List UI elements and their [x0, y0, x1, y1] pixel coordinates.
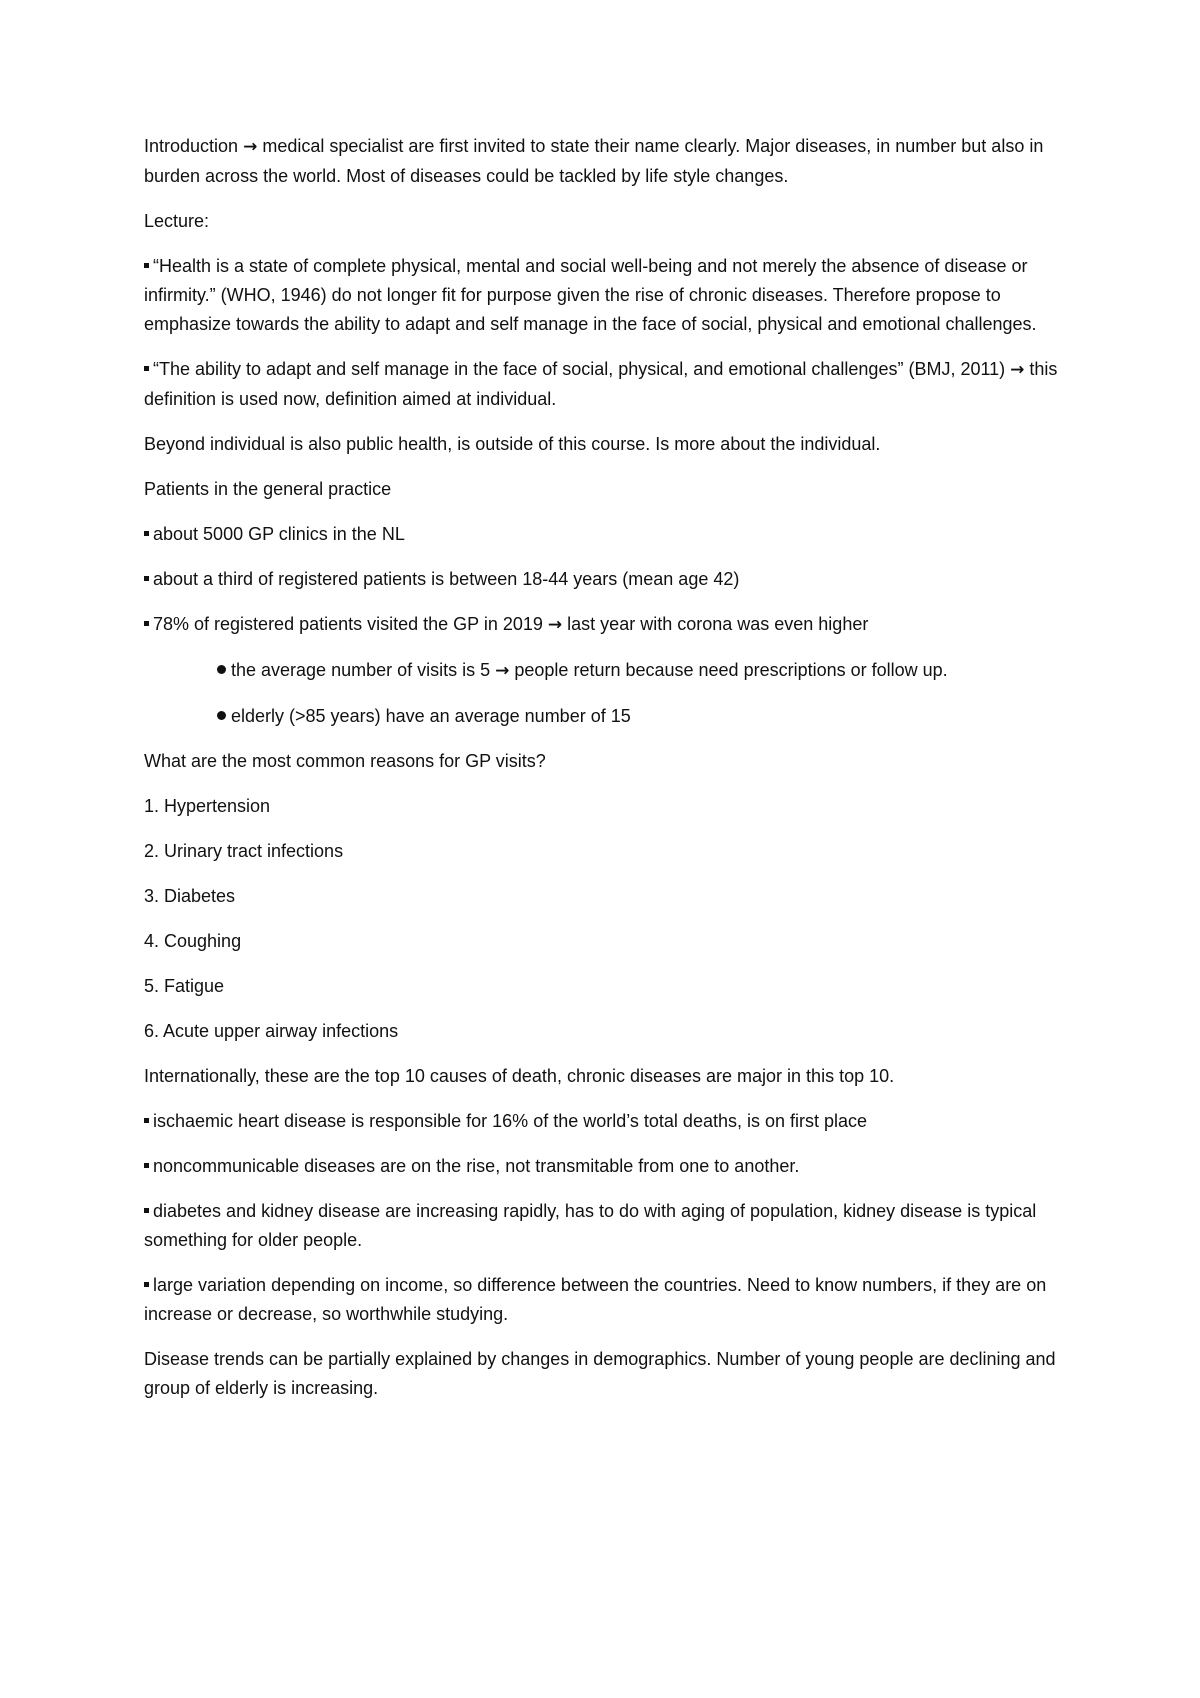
arrow-right-icon: → — [1010, 360, 1025, 380]
reason-item: 6. Acute upper airway infections — [144, 1021, 399, 1041]
sub-elderly-text: elderly (>85 years) have an average number of 15 — [231, 706, 631, 726]
patients-clinics-text: about 5000 GP clinics in the NL — [153, 524, 405, 544]
cause-text: noncommunicable diseases are on the rise, not transmitable from one to another. — [153, 1156, 800, 1176]
definition-who — [144, 252, 1064, 339]
round-bullet-icon — [217, 665, 226, 674]
cause-item — [144, 1152, 1064, 1181]
patients-heading: Patients in the general practice — [144, 479, 392, 499]
cause-text: large variation depending on income, so difference between the countries. Need to know numbers, if they are on increase or decrease, so worthwhile studying. — [144, 1275, 1047, 1324]
patients-visited-note: last year with corona was even higher — [562, 614, 869, 634]
square-bullet-icon — [144, 1282, 149, 1287]
definition-bmj — [144, 355, 1064, 414]
square-bullet-icon — [144, 366, 149, 371]
reason-item: 5. Fatigue — [144, 976, 225, 996]
sub-average-note: people return because need prescriptions or follow up. — [509, 660, 948, 680]
cause-text: diabetes and kidney disease are increasing rapidly, has to do with aging of population, kidney disease is typical something for older people. — [144, 1201, 1037, 1250]
cause-item — [144, 1271, 1064, 1329]
cause-text: ischaemic heart disease is responsible for 16% of the world’s total deaths, is on first place — [153, 1111, 868, 1131]
patients-clinics — [144, 520, 1064, 549]
intro-paragraph — [144, 132, 1064, 191]
international-paragraph: Internationally, these are the top 10 causes of death, chronic diseases are major in this top 10. — [144, 1066, 895, 1086]
patients-visited-text: 78% of registered patients visited the GP in 2019 — [153, 614, 548, 634]
sub-average-visits — [144, 656, 1064, 686]
patients-third-text: about a third of registered patients is between 18-44 years (mean age 42) — [153, 569, 740, 589]
reason-item: 2. Urinary tract infections — [144, 841, 344, 861]
intro-text: medical specialist are first invited to state their name clearly. Major diseases, in number but also in burden across the world. Most of diseases could be tackled by life style changes. — [144, 136, 1044, 186]
sub-elderly-visits — [144, 702, 1064, 731]
definition-bmj-note: this definition is used now, definition aimed at individual. — [144, 359, 1058, 409]
reason-item: 3. Diabetes — [144, 886, 236, 906]
square-bullet-icon — [144, 1118, 149, 1123]
patients-visited — [144, 610, 1064, 640]
reason-item: 4. Coughing — [144, 931, 242, 951]
arrow-right-icon: → — [547, 615, 563, 635]
lecture-heading: Lecture: — [144, 211, 210, 231]
patients-third — [144, 565, 1064, 594]
definition-bmj-text: “The ability to adapt and self manage in the face of social, physical, and emotional challenges” (BMJ, 2011) — [153, 359, 1011, 379]
intro-lead: Introduction — [144, 136, 239, 156]
square-bullet-icon — [144, 263, 149, 268]
trends-paragraph: Disease trends can be partially explained by changes in demographics. Number of young people are declining and group of elderly is increasing. — [144, 1349, 1056, 1398]
reasons-question: What are the most common reasons for GP visits? — [144, 751, 546, 771]
square-bullet-icon — [144, 1208, 149, 1213]
arrow-right-icon: → — [243, 137, 258, 157]
cause-item — [144, 1107, 1064, 1136]
square-bullet-icon — [144, 1163, 149, 1168]
cause-item — [144, 1197, 1064, 1255]
definition-who-text: “Health is a state of complete physical, mental and social well-being and not merely the absence of disease or infirmity.” (WHO, 1946) do not longer fit for purpose given the rise of chronic diseases. Therefore propose to emphasize towards the ability to adapt and self manage in the face of social, physical and emotional challenges. — [144, 256, 1037, 334]
arrow-right-icon: → — [495, 661, 510, 681]
round-bullet-icon — [217, 711, 226, 720]
sub-average-text: the average number of visits is 5 — [231, 660, 496, 680]
square-bullet-icon — [144, 576, 149, 581]
document-page — [144, 132, 1064, 1419]
square-bullet-icon — [144, 531, 149, 536]
beyond-paragraph: Beyond individual is also public health, is outside of this course. Is more about the individual. — [144, 434, 881, 454]
square-bullet-icon — [144, 621, 149, 626]
reason-item: 1. Hypertension — [144, 796, 271, 816]
